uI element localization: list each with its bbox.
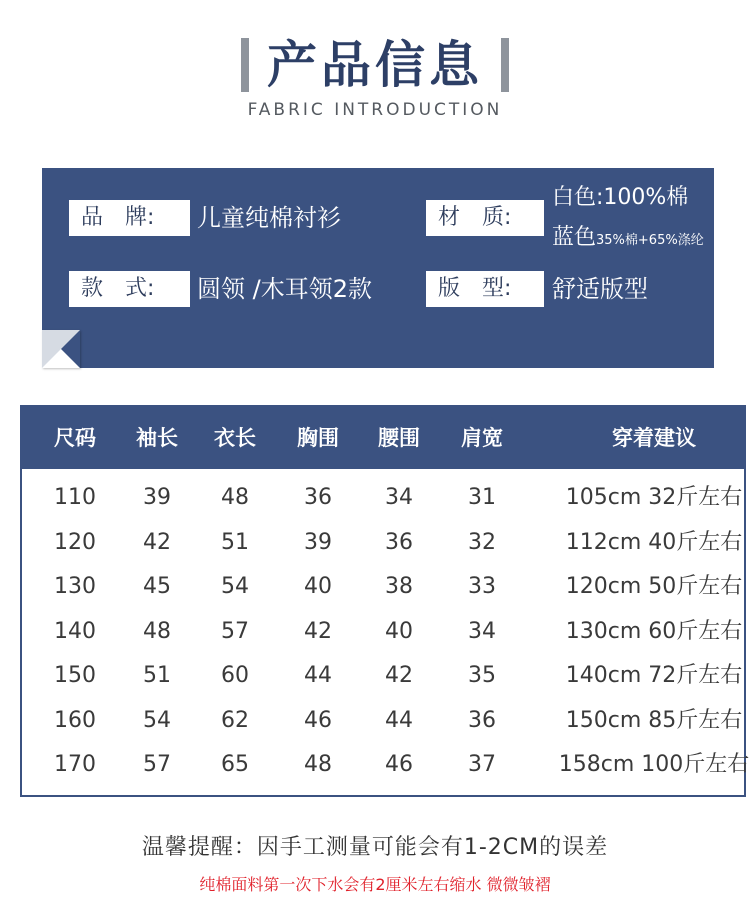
table-cell: 39 [304, 529, 332, 555]
table-cell: 44 [304, 663, 332, 688]
table-cell: 150 [54, 663, 96, 688]
brand-value: 儿童纯棉衬衫 [197, 204, 341, 232]
table-cell: 140cm 72斤左右 [565, 663, 743, 688]
column-header: 尺码 [54, 426, 96, 450]
table-cell: 48 [304, 752, 332, 777]
table-cell: 160 [54, 707, 96, 733]
table-cell: 120 [54, 529, 96, 555]
style-label: 款 式: [69, 271, 190, 307]
product-info-panel [42, 168, 714, 368]
size-table [20, 405, 750, 797]
panel-folded-corner-flap [42, 330, 80, 368]
table-cell: 54 [143, 707, 171, 733]
style-value: 圆领 /木耳领2款 [197, 275, 372, 303]
column-header: 腰围 [378, 426, 420, 450]
table-cell: 65 [221, 752, 249, 777]
table-cell: 36 [304, 485, 332, 510]
table-cell: 42 [385, 663, 413, 688]
table-cell: 51 [143, 663, 171, 688]
table-cell: 40 [385, 618, 413, 644]
fit-label: 版 型: [426, 271, 544, 307]
table-cell: 158cm 100斤左右 [558, 752, 750, 777]
table-cell: 34 [385, 485, 413, 510]
table-cell: 54 [221, 574, 249, 599]
shrinkage-warning: 纯棉面料第一次下水会有2厘米左右缩水 微微皱褶 [199, 875, 551, 894]
table-cell: 112cm 40斤左右 [565, 529, 743, 555]
brand-label: 品 牌: [69, 200, 190, 236]
column-header: 衣长 [214, 426, 256, 450]
table-cell: 37 [468, 752, 496, 777]
table-cell: 45 [143, 574, 171, 599]
table-cell: 150cm 85斤左右 [565, 707, 743, 733]
table-cell: 130cm 60斤左右 [565, 618, 743, 644]
table-cell: 35 [468, 663, 496, 688]
page-subtitle: FABRIC INTRODUCTION [247, 100, 503, 120]
table-cell: 46 [385, 752, 413, 777]
measurement-reminder: 温馨提醒：因手工测量可能会有1-2CM的误差 [141, 835, 609, 860]
table-cell: 170 [54, 752, 96, 777]
table-cell: 39 [143, 485, 171, 510]
table-cell: 34 [468, 618, 496, 644]
page-title: 产品信息 [267, 36, 483, 94]
title-section [0, 34, 750, 96]
column-header: 肩宽 [461, 426, 503, 450]
table-cell: 31 [468, 485, 496, 510]
table-cell: 57 [221, 618, 249, 644]
table-cell: 32 [468, 529, 496, 555]
material-white-value: 白色:100%棉 [552, 185, 689, 210]
material-blue-detail: 35%棉+65%涤纶 [596, 233, 704, 248]
table-cell: 120cm 50斤左右 [565, 574, 743, 599]
column-header: 袖长 [136, 426, 178, 450]
table-cell: 38 [385, 574, 413, 599]
table-cell: 46 [304, 707, 332, 733]
table-cell: 62 [221, 707, 249, 733]
material-blue-value [552, 220, 704, 259]
column-header: 胸围 [297, 426, 339, 450]
table-cell: 44 [385, 707, 413, 733]
table-cell: 36 [385, 529, 413, 555]
title-right-bar [501, 38, 509, 92]
table-cell: 33 [468, 574, 496, 599]
material-label: 材 质: [426, 200, 544, 236]
material-blue-prefix: 蓝色 [552, 225, 597, 250]
table-cell: 48 [221, 485, 249, 510]
table-cell: 36 [468, 707, 496, 733]
table-cell: 51 [221, 529, 249, 555]
table-cell: 42 [304, 618, 332, 644]
table-cell: 60 [221, 663, 249, 688]
table-cell: 140 [54, 618, 96, 644]
table-cell: 130 [54, 574, 96, 599]
table-cell: 110 [54, 485, 96, 510]
table-cell: 40 [304, 574, 332, 599]
column-header: 穿着建议 [612, 426, 696, 450]
table-cell: 105cm 32斤左右 [565, 485, 743, 510]
table-cell: 42 [143, 529, 171, 555]
table-cell: 48 [143, 618, 171, 644]
fit-value: 舒适版型 [552, 275, 648, 303]
size-table-header [22, 407, 744, 469]
table-cell: 57 [143, 752, 171, 777]
